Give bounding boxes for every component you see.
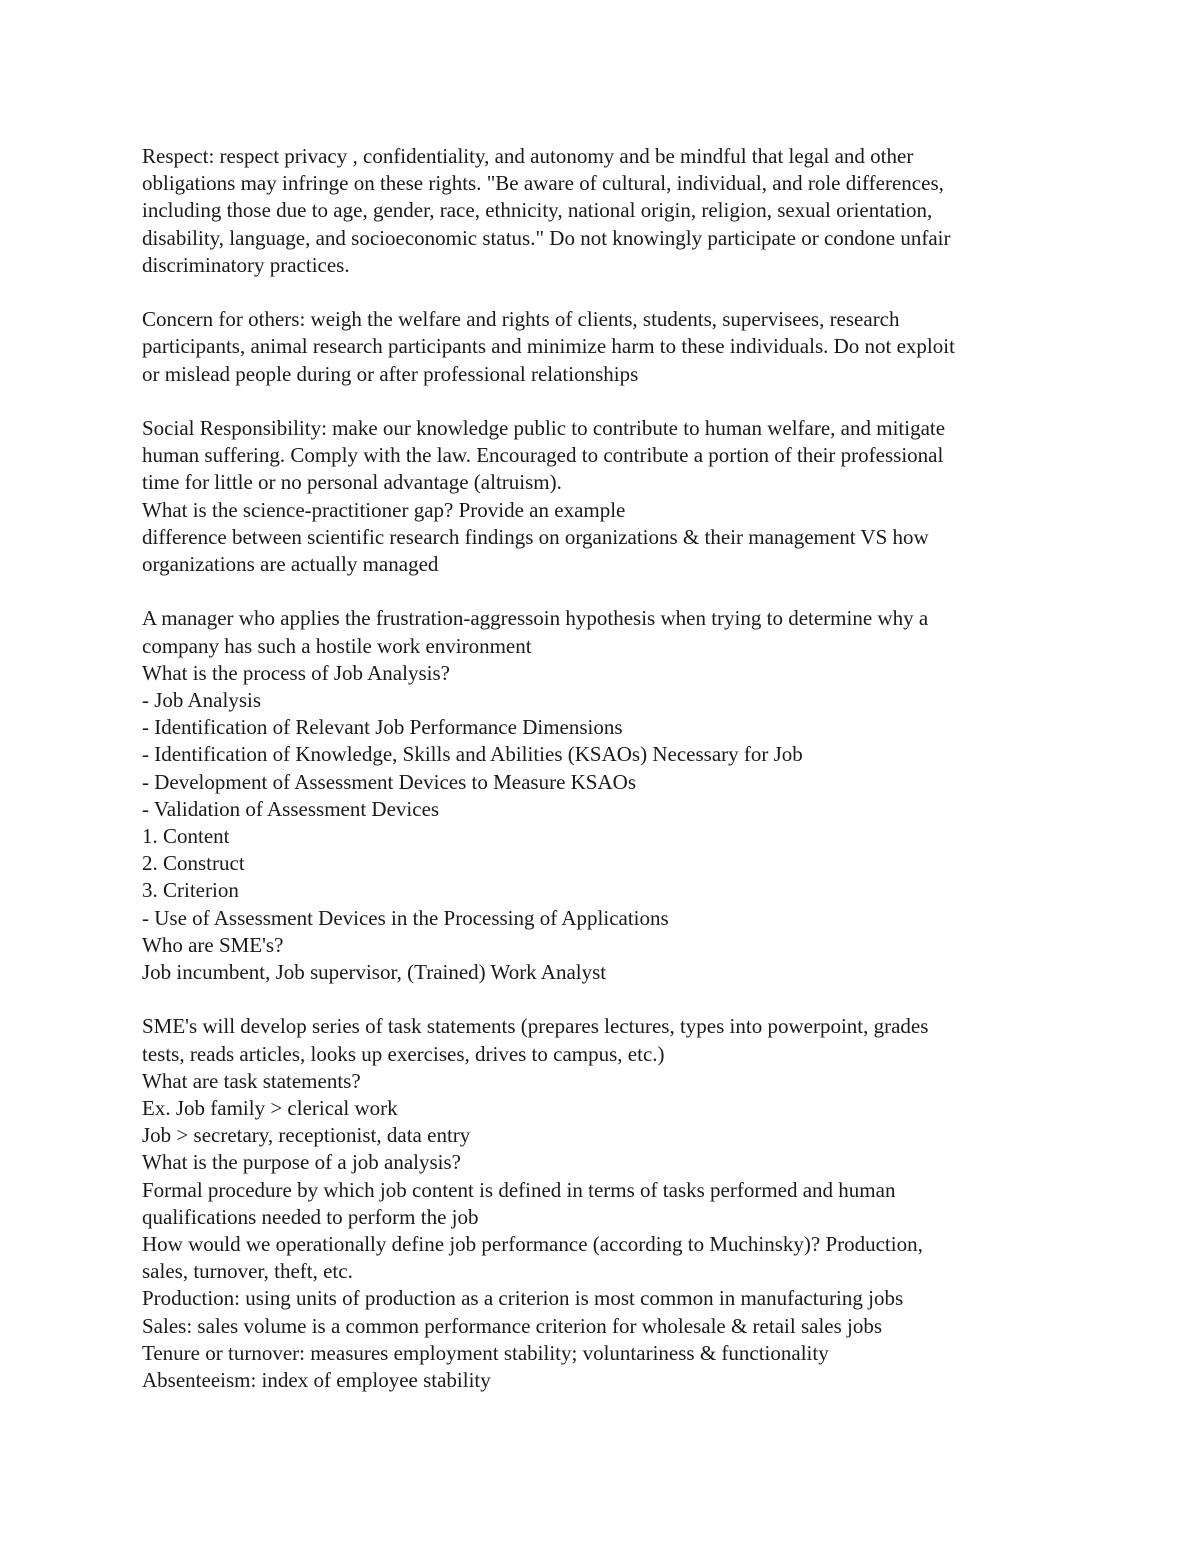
text-line: human suffering. Comply with the law. Encouraged to contribute a portion of their professional [142,443,944,468]
text-line: - Use of Assessment Devices in the Processing of Applications [142,905,669,930]
text-line: Concern for others: weigh the welfare and rights of clients, students, supervisees, research [142,307,900,332]
paragraph-gap [142,279,1072,306]
text-line: - Development of Assessment Devices to Measure KSAOs [142,769,636,794]
text-line: sales, turnover, theft, etc. [142,1259,353,1284]
text-line: obligations may infringe on these rights. "Be aware of cultural, individual, and role differences, [142,171,944,196]
text-line: What is the process of Job Analysis? [142,660,450,685]
text-line: Tenure or turnover: measures employment stability; voluntariness & functionality [142,1340,829,1365]
text-line: SME's will develop series of task statements (prepares lectures, types into powerpoint, grades [142,1014,929,1039]
paragraph-gap [142,578,1072,605]
text-line: organizations are actually managed [142,552,439,577]
text-line: Job incumbent, Job supervisor, (Trained) Work Analyst [142,960,607,985]
text-line: participants, animal research participants and minimize harm to these individuals. Do not exploit [142,334,955,359]
text-line: 1. Content [142,824,230,849]
paragraph-gap [142,388,1072,415]
text-line: Sales: sales volume is a common performance criterion for wholesale & retail sales jobs [142,1313,883,1338]
text-line: or mislead people during or after professional relationships [142,361,639,386]
document-page [142,143,1072,1394]
text-line: Social Responsibility: make our knowledge public to contribute to human welfare, and mitigate [142,416,946,440]
text-line: What are task statements? [142,1068,361,1093]
text-line: Job > secretary, receptionist, data entry [142,1123,471,1148]
text-line: 3. Criterion [142,878,239,903]
text-line: Formal procedure by which job content is defined in terms of tasks performed and human [142,1177,896,1202]
text-line: Production: using units of production as a criterion is most common in manufacturing jobs [142,1286,904,1311]
text-line: qualifications needed to perform the job [142,1204,479,1229]
text-line: including those due to age, gender, race, ethnicity, national origin, religion, sexual orientation, [142,198,933,223]
text-line: disability, language, and socioeconomic status." Do not knowingly participate or condone unfair [142,225,951,250]
text-line: Who are SME's? [142,932,284,957]
text-line: What is the science-practitioner gap? Provide an example [142,497,626,522]
text-line: 2. Construct [142,851,245,876]
text-line: What is the purpose of a job analysis? [142,1150,461,1175]
text-line: discriminatory practices. [142,252,350,277]
paragraph-gap [142,986,1072,1013]
text-line: A manager who applies the frustration-aggressoin hypothesis when trying to determine why a [142,606,929,631]
text-line: difference between scientific research findings on organizations & their management VS how [142,524,929,549]
text-line: How would we operationally define job performance (according to Muchinsky)? Production, [142,1232,923,1257]
text-line: Absenteeism: index of employee stability [142,1368,491,1393]
text-line: - Identification of Knowledge, Skills and Abilities (KSAOs) Necessary for Job [142,742,803,767]
text-line: Respect: respect privacy , confidentiality, and autonomy and be mindful that legal and other [142,144,914,168]
text-line: - Job Analysis [142,688,262,713]
text-line: Ex. Job family > clerical work [142,1096,398,1121]
text-line: - Identification of Relevant Job Performance Dimensions [142,715,623,740]
text-line: company has such a hostile work environment [142,633,532,658]
text-line: - Validation of Assessment Devices [142,796,440,821]
text-line: time for little or no personal advantage (altruism). [142,470,562,495]
text-line: tests, reads articles, looks up exercises, drives to campus, etc.) [142,1041,665,1066]
